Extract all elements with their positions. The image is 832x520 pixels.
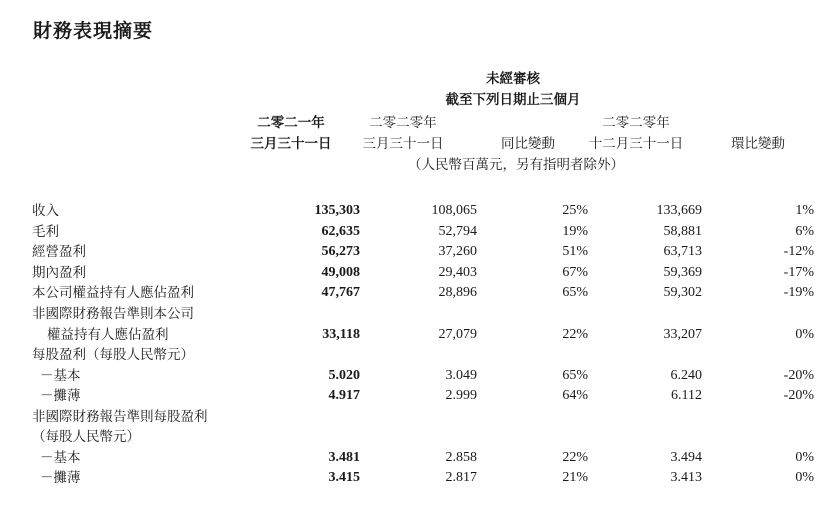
cell-2021-q1: 49,008 [321, 264, 360, 280]
cell-2020-q4 [588, 427, 702, 448]
cell-qoq-change: 1% [795, 203, 814, 219]
cell-2020-q1: 3.049 [445, 367, 477, 383]
cell-2020-q4: 6.112 [671, 388, 702, 404]
table-row [32, 406, 814, 427]
cell-yoy-change [477, 304, 588, 325]
cell-2020-q1: 108,065 [431, 203, 477, 219]
header-col5-qoq: 環比變動 [731, 136, 785, 152]
cell-2021-q1 [288, 427, 360, 448]
header-col2-year: 二零二零年 [369, 115, 437, 131]
table-row [32, 345, 814, 366]
cell-qoq-change [702, 427, 814, 448]
table-row [32, 448, 814, 469]
cell-qoq-change: -20% [783, 367, 814, 383]
cell-qoq-change: 0% [795, 326, 814, 342]
financial-summary-table [32, 201, 814, 489]
cell-yoy-change: 51% [562, 244, 588, 260]
cell-2020-q1: 2.999 [445, 388, 477, 404]
row-label: 非國際財務報告準則本公司 [32, 306, 194, 322]
cell-2020-q1: 29,403 [438, 264, 477, 280]
cell-2020-q1: 52,794 [438, 223, 477, 239]
cell-qoq-change: -17% [783, 264, 814, 280]
cell-2021-q1: 62,635 [321, 223, 360, 239]
header-col3-yoy: 同比變動 [501, 136, 555, 152]
cell-2020-q4: 59,302 [663, 285, 702, 301]
cell-2020-q4: 58,881 [663, 223, 702, 239]
cell-2020-q1: 28,896 [438, 285, 477, 301]
row-label: －基本 [40, 449, 81, 466]
cell-qoq-change [702, 345, 814, 366]
table-row [32, 263, 814, 284]
cell-2020-q4: 33,207 [663, 326, 702, 342]
cell-2021-q1: 47,767 [321, 285, 360, 301]
row-label: 本公司權益持有人應佔盈利 [32, 285, 194, 302]
cell-2021-q1 [288, 304, 360, 325]
cell-2020-q4: 3.494 [670, 449, 702, 465]
row-label: －攤薄 [40, 470, 81, 487]
header-period: 截至下列日期止三個月 [445, 92, 581, 108]
cell-2020-q4 [588, 345, 702, 366]
table-row [32, 427, 814, 448]
table-row [32, 222, 814, 243]
cell-qoq-change: 0% [795, 449, 814, 465]
table-row [32, 386, 814, 407]
header-col4-year: 二零二零年 [602, 115, 670, 131]
cell-qoq-change: 6% [795, 223, 814, 239]
cell-2021-q1: 56,273 [321, 244, 360, 260]
table-row [32, 365, 814, 386]
row-label: 期內盈利 [32, 264, 86, 281]
cell-qoq-change [702, 406, 814, 427]
cell-2020-q1 [360, 304, 477, 325]
header-col2-date: 三月三十一日 [362, 136, 444, 152]
cell-qoq-change [702, 304, 814, 325]
header-col1-year: 二零二一年 [257, 115, 325, 131]
cell-2020-q1: 2.817 [445, 470, 477, 486]
cell-2020-q4: 133,669 [656, 203, 702, 219]
cell-yoy-change: 25% [562, 203, 588, 219]
header-unaudited: 未經審核 [486, 71, 540, 87]
row-label: －攤薄 [40, 388, 81, 405]
cell-yoy-change: 22% [562, 326, 588, 342]
cell-yoy-change [477, 406, 588, 427]
cell-qoq-change: -19% [783, 285, 814, 301]
cell-yoy-change: 67% [562, 264, 588, 280]
cell-yoy-change [477, 345, 588, 366]
cell-2020-q4: 63,713 [663, 244, 702, 260]
header-col4-date: 十二月三十一日 [588, 136, 684, 152]
cell-2020-q1 [360, 406, 477, 427]
cell-2020-q4 [588, 304, 702, 325]
row-label: 非國際財務報告準則每股盈利 [32, 408, 208, 425]
row-label: 經營盈利 [32, 244, 86, 261]
table-row [32, 201, 814, 222]
cell-2021-q1: 3.415 [328, 470, 360, 486]
row-label: 權益持有人應佔盈利 [47, 326, 169, 343]
row-label: 每股盈利（每股人民幣元） [32, 347, 194, 364]
cell-yoy-change: 19% [562, 223, 588, 239]
cell-yoy-change: 64% [562, 388, 588, 404]
cell-2021-q1: 135,303 [314, 203, 360, 219]
table-row [32, 242, 814, 263]
row-label: （每股人民幣元） [32, 429, 140, 446]
cell-2020-q1: 37,260 [438, 244, 477, 260]
cell-yoy-change: 65% [562, 367, 588, 383]
header-col1-date: 三月三十一日 [250, 136, 332, 152]
cell-2020-q4: 3.413 [670, 470, 702, 486]
cell-2020-q1 [360, 427, 477, 448]
cell-qoq-change: -20% [783, 388, 814, 404]
row-label: －基本 [40, 367, 81, 384]
table-row [32, 304, 814, 325]
table-row [32, 324, 814, 345]
cell-2021-q1: 4.917 [328, 388, 360, 404]
cell-yoy-change: 21% [562, 470, 588, 486]
page-title: 財務表現摘要 [33, 20, 154, 42]
cell-2020-q4 [588, 406, 702, 427]
cell-2020-q1: 2.858 [445, 449, 477, 465]
table-row [32, 283, 814, 304]
cell-2020-q4: 59,369 [663, 264, 702, 280]
cell-qoq-change: 0% [795, 470, 814, 486]
cell-2021-q1: 33,118 [322, 326, 360, 342]
header-units: （人民幣百萬元，另有指明者除外） [408, 157, 624, 173]
cell-2020-q1 [360, 345, 477, 366]
cell-yoy-change: 22% [562, 449, 588, 465]
row-label: 收入 [32, 203, 59, 220]
cell-2020-q1: 27,079 [438, 326, 477, 342]
table-row [32, 468, 814, 489]
cell-qoq-change: -12% [783, 244, 814, 260]
cell-2021-q1: 5.020 [328, 367, 360, 383]
row-label: 毛利 [32, 223, 59, 240]
cell-2020-q4: 6.240 [670, 367, 702, 383]
cell-yoy-change: 65% [562, 285, 588, 301]
cell-2021-q1 [288, 406, 360, 427]
cell-2021-q1 [288, 345, 360, 366]
cell-yoy-change [477, 427, 588, 448]
cell-2021-q1: 3.481 [328, 449, 360, 465]
